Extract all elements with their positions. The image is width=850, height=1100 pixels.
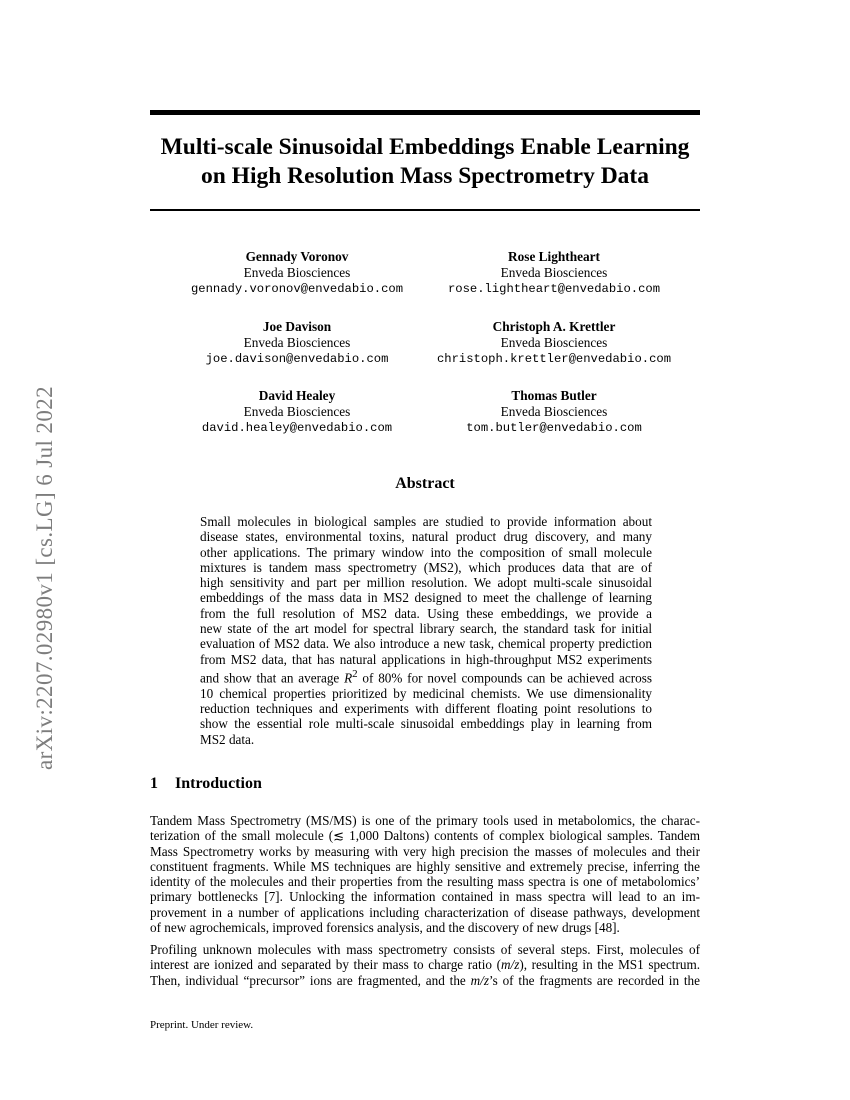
- paper-title: [150, 133, 700, 191]
- author-email: joe.davison@envedabio.com: [205, 352, 389, 366]
- arxiv-stamp: arXiv:2207.02980v1 [cs.LG] 6 Jul 2022: [32, 385, 57, 770]
- author-name: Joe Davison: [262, 319, 332, 334]
- abstract-line: mixtures is tandem mass spectrometry (MS2), which produces data that are of: [200, 559, 652, 575]
- text-span: ), resulting in the MS1 spectrum.: [519, 957, 700, 973]
- section-heading: [150, 775, 262, 793]
- abstract-line: show the essential role multi-scale sinusoidal embeddings play in learning from: [200, 716, 652, 732]
- author-block: [147, 319, 447, 367]
- abstract-line: [200, 667, 652, 686]
- author-email: rose.lightheart@envedabio.com: [447, 282, 661, 296]
- title-top-rule: [150, 110, 700, 115]
- body-line: of new agrochemicals, improved forensics analysis, and the discovery of new drugs [48].: [150, 920, 620, 936]
- text-span: terization of the small molecule (: [150, 828, 334, 844]
- intro-paragraph-2: [150, 942, 700, 988]
- author-affiliation: Enveda Biosciences: [500, 335, 608, 350]
- abstract-line: high sensitivity and part per million resolution. We adopt multi-scale sinusoidal: [200, 575, 652, 591]
- author-affiliation: Enveda Biosciences: [243, 265, 351, 280]
- abstract-heading: Abstract: [395, 475, 455, 492]
- math-m-over-z: m/z: [470, 972, 489, 988]
- superscript: 2: [352, 667, 358, 680]
- text-span: Then, individual “precursor” ions are fragmented, and the: [150, 972, 471, 988]
- author-block: [404, 388, 704, 436]
- section-title: Introduction: [175, 775, 262, 792]
- title-bottom-rule: [150, 209, 700, 211]
- body-line: Mass Spectrometry works by measuring with very high precision the masses of molecules and their: [150, 843, 700, 859]
- math-dalton-bound: ≲ 1,000 Daltons: [333, 828, 425, 844]
- author-affiliation: Enveda Biosciences: [243, 404, 351, 419]
- footer-note: Preprint. Under review.: [150, 1019, 254, 1031]
- body-line: Profiling unknown molecules with mass spectrometry consists of several steps. First, molecules of: [150, 942, 700, 957]
- author-name: Christoph A. Krettler: [492, 319, 616, 334]
- abstract-line: evaluation of MS2 data. We also introduce a new task, chemical property prediction: [200, 636, 652, 652]
- abstract-line: other applications. The primary window into the composition of small molecule: [200, 544, 652, 560]
- author-block: [404, 249, 704, 297]
- body-line: Tandem Mass Spectrometry (MS/MS) is one of the primary tools used in metabolomics, the charac-: [150, 813, 700, 828]
- author-block: [404, 319, 704, 367]
- author-email: david.healey@envedabio.com: [201, 421, 393, 435]
- author-name: Rose Lightheart: [508, 249, 600, 264]
- title-line: Multi-scale Sinusoidal Embeddings Enable Learning: [160, 134, 690, 160]
- author-name: Thomas Butler: [511, 388, 597, 403]
- text-span: of 80% for novel compounds can be achieved across: [357, 670, 652, 686]
- author-email: gennady.voronov@envedabio.com: [190, 282, 404, 296]
- body-line: [150, 957, 700, 972]
- math-r-squared: R: [344, 670, 353, 686]
- abstract-line: embeddings of the mass data in MS2 designed to meet the challenge of learning: [200, 590, 652, 606]
- author-affiliation: Enveda Biosciences: [243, 335, 351, 350]
- abstract-line: disease states, environmental toxins, natural product drug discovery, and many: [200, 529, 652, 545]
- abstract-line: new state of the art model for spectral library search, the standard task for initial: [200, 621, 652, 637]
- abstract-line: reduction techniques and experiments with different floating point resolutions to: [200, 700, 652, 716]
- author-name: David Healey: [258, 388, 336, 403]
- body-line: [150, 828, 700, 843]
- abstract-line: from the full resolution of MS2 data. Using these embeddings, we provide a: [200, 605, 652, 621]
- intro-paragraph-1: [150, 813, 700, 935]
- abstract-line: from MS2 data, that has natural applications in high-throughput MS2 experiments: [200, 651, 652, 667]
- author-email: christoph.krettler@envedabio.com: [436, 352, 672, 366]
- abstract-line: MS2 data.: [200, 731, 255, 747]
- abstract-body: [200, 514, 652, 747]
- math-m-over-z: m/z: [501, 957, 520, 973]
- section-number: 1: [150, 775, 158, 792]
- abstract-line: 10 chemical properties prioritized by medicinal chemists. We use dimensionality: [200, 685, 652, 701]
- author-block: [147, 249, 447, 297]
- author-affiliation: Enveda Biosciences: [500, 265, 608, 280]
- body-line: identity of the molecules and their properties from the resulting mass spectra is one of metabolomics’: [150, 874, 700, 890]
- author-email: tom.butler@envedabio.com: [466, 421, 642, 435]
- body-line: [150, 973, 700, 988]
- body-line: provement in a number of applications including characterization of disease pathways, development: [150, 904, 700, 920]
- text-span: ’s of the fragments are recorded in the: [488, 972, 700, 988]
- body-line: constituent fragments. While MS techniques are highly sensitive and extremely precise, inferring the: [150, 858, 700, 874]
- text-span: interest are ionized and separated by their mass to charge ratio (: [150, 957, 501, 973]
- title-line: on High Resolution Mass Spectrometry Data: [200, 163, 649, 189]
- body-line: primary bottlenecks [7]. Unlocking the information contained in mass spectra will lead to an im-: [150, 889, 700, 905]
- author-block: [147, 388, 447, 436]
- author-affiliation: Enveda Biosciences: [500, 404, 608, 419]
- author-name: Gennady Voronov: [245, 249, 349, 264]
- text-span: and show that an average: [200, 670, 345, 686]
- abstract-line: Small molecules in biological samples are studied to provide information about: [200, 514, 652, 529]
- text-span: ) contents of complex biological samples. Tandem: [424, 828, 700, 844]
